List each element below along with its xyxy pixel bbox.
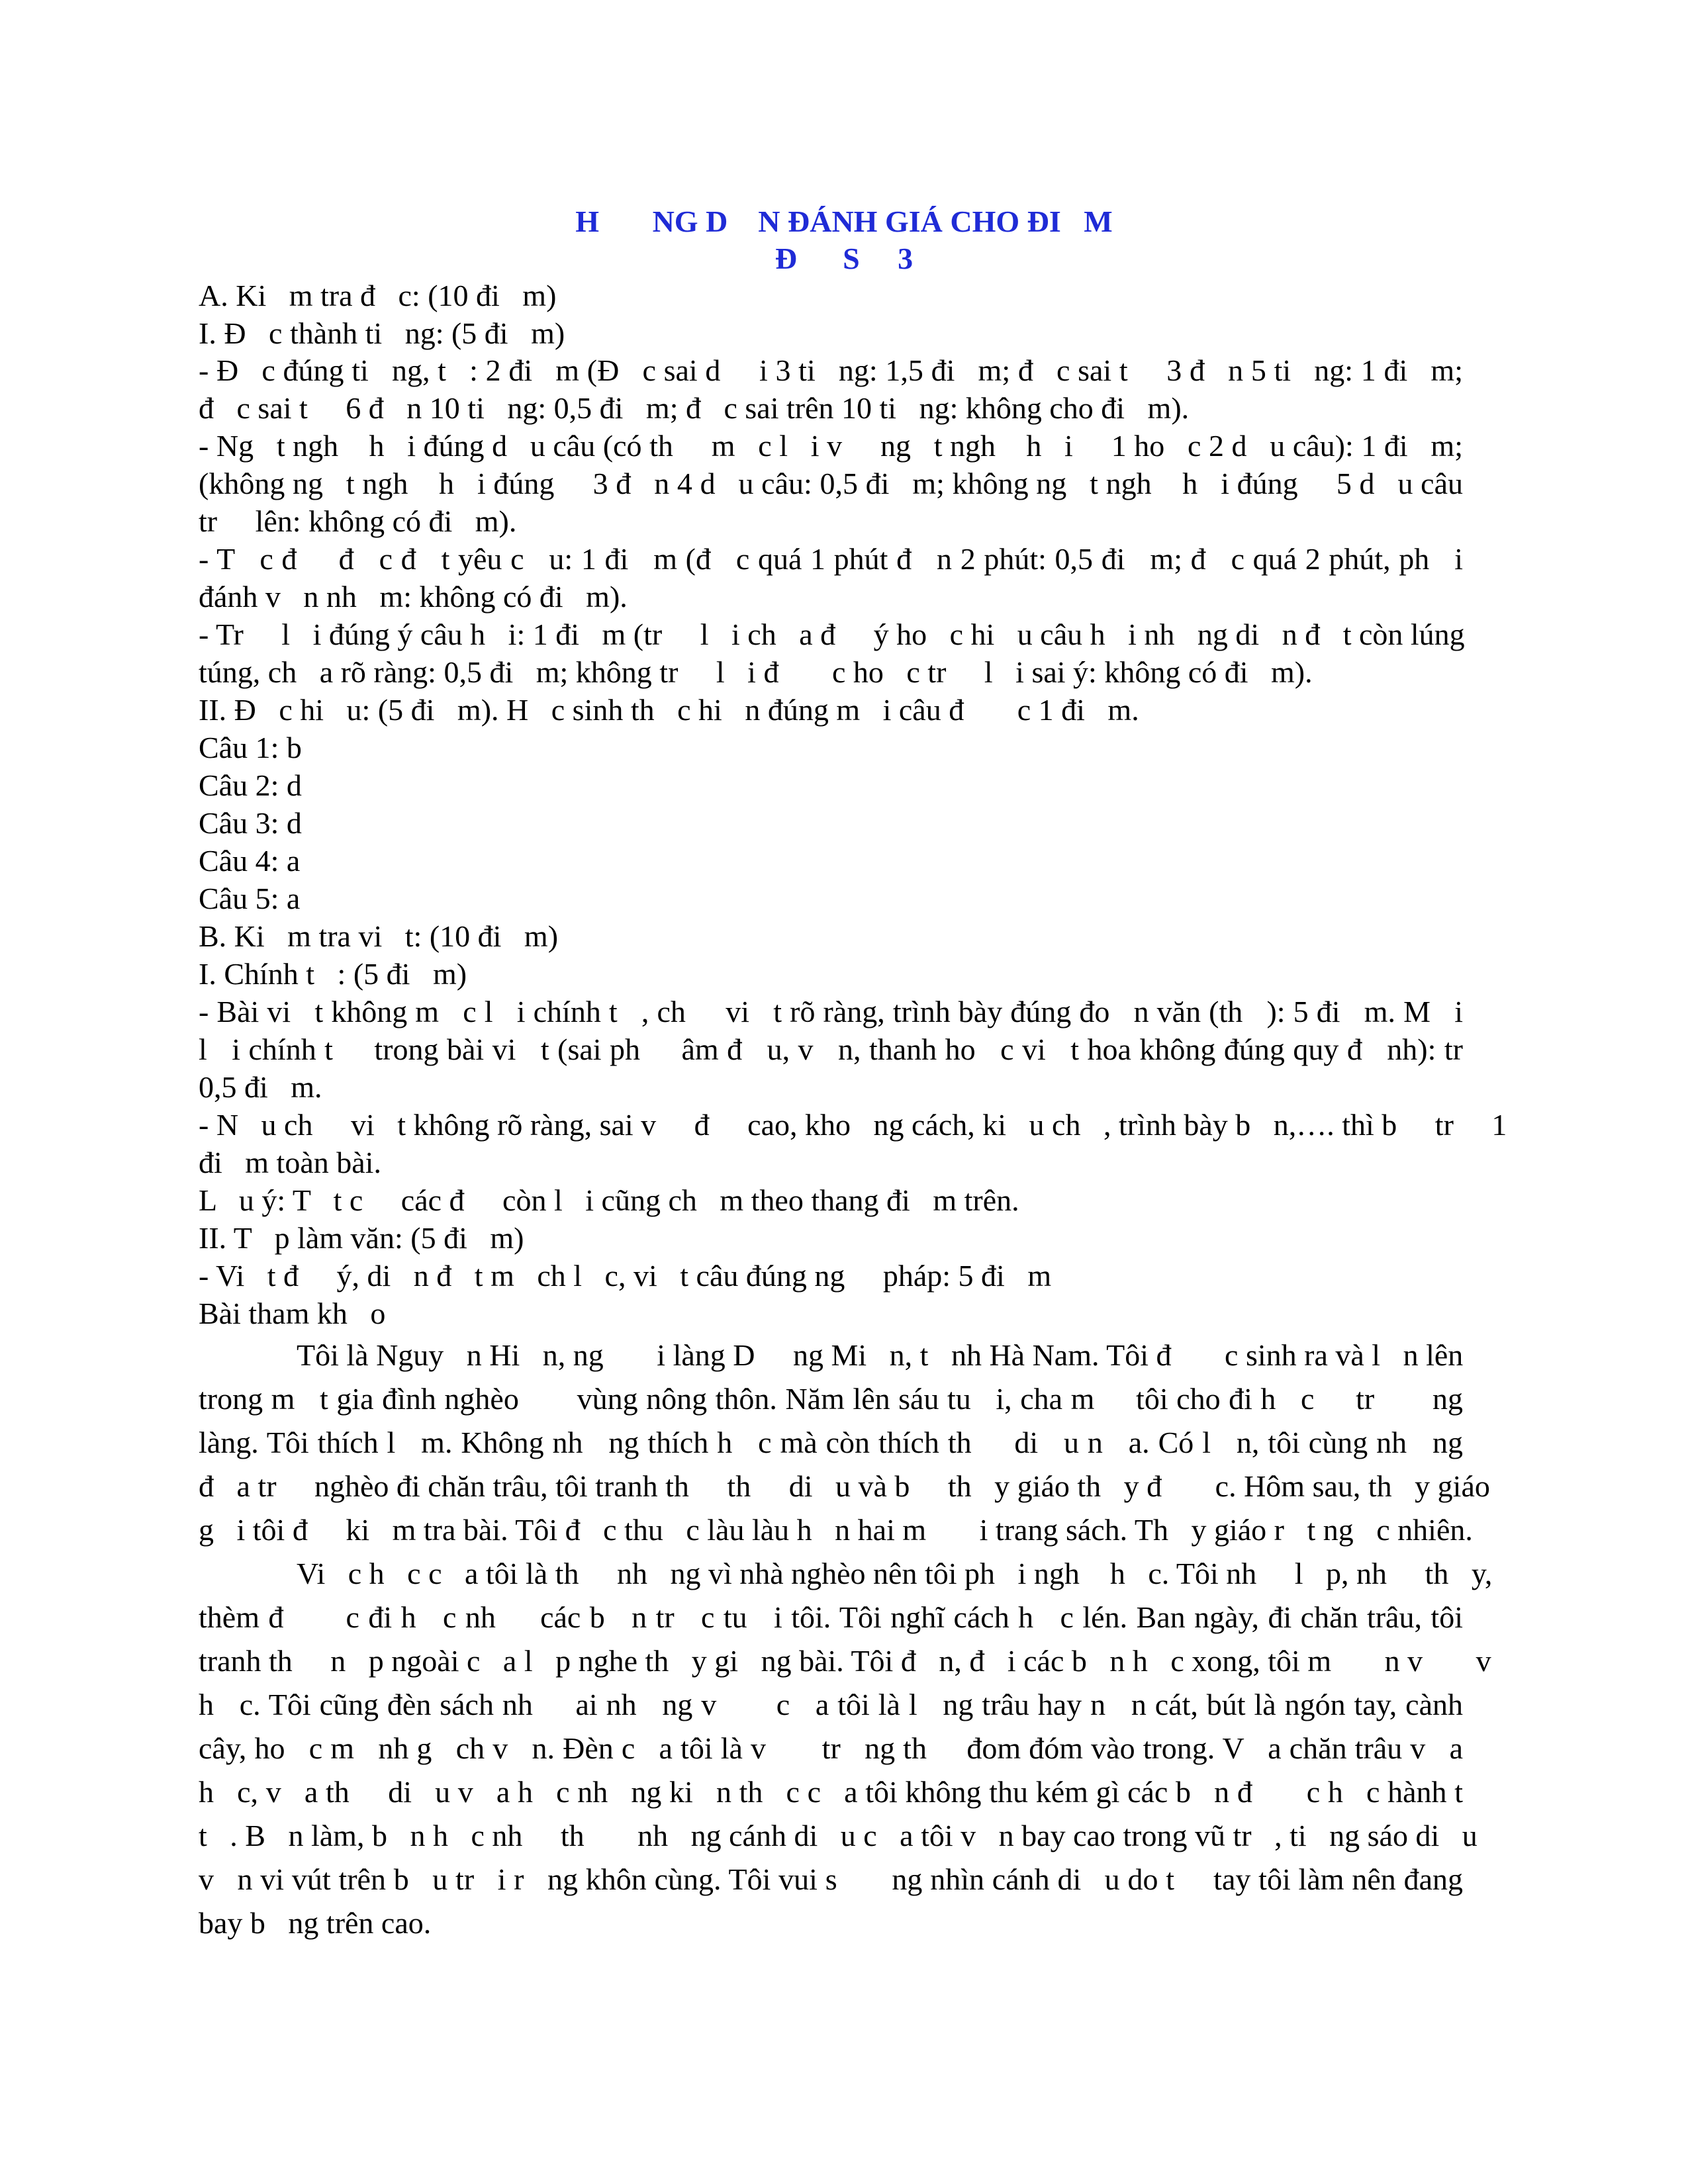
answer-item: Câu 1: b [199, 731, 302, 764]
criterion-line: - T c đ đ c đ t yêu c u: 1 đi m (đ c quá 1 phút đ n 2 phút: 0,5 đi m; đ c quá 2 phút, ph i [199, 542, 1463, 576]
essay-paragraph-line: bay b ng trên cao. [199, 1906, 432, 1940]
essay-paragraph-line: đ a tr nghèo đi chăn trâu, tôi tranh th th di u và b th y giáo th y đ c. Hôm sau, th y giáo [199, 1469, 1490, 1503]
essay-paragraph-line: tranh th n p ngoài c a l p nghe th y gi ng bài. Tôi đ n, đ i các b n h c xong, tôi m n v v [199, 1644, 1491, 1678]
criterion-line: túng, ch a rõ ràng: 0,5 đi m; không tr l i đ c ho c tr l i sai ý: không có đi m). [199, 655, 1313, 689]
criterion-line: - Bài vi t không m c l i chính t , ch vi t rõ ràng, trình bày đúng đo n văn (th ): 5 đi m. M i [199, 995, 1463, 1028]
section-heading-writing-test: B. Ki m tra vi t: (10 đi m) [199, 919, 559, 953]
criterion-line: đánh v n nh m: không có đi m). [199, 580, 628, 614]
subsection-heading-spelling: I. Chính t : (5 đi m) [199, 957, 467, 991]
criterion-line: - N u ch vi t không rõ ràng, sai v đ cao, kho ng cách, ki u ch , trình bày b n,…. thì b tr 1 [199, 1108, 1507, 1142]
essay-paragraph-line: Vi c h c c a tôi là th nh ng vì nhà nghèo nên tôi ph i ngh h c. Tôi nh l p, nh th y, [297, 1557, 1493, 1590]
answer-item: Câu 5: a [199, 882, 301, 915]
subsection-heading-composition: II. T p làm văn: (5 đi m) [199, 1221, 524, 1255]
essay-paragraph-line: làng. Tôi thích l m. Không nh ng thích h c mà còn thích th di u n a. Có l n, tôi cùng nh ng [199, 1426, 1463, 1459]
reference-essay-heading: Bài tham kh o [199, 1297, 386, 1330]
essay-paragraph-line: h c. Tôi cũng đèn sách nh ai nh ng v c a tôi là l ng trâu hay n n cát, bút là ngón tay, cành [199, 1688, 1463, 1721]
essay-paragraph-line: thèm đ c đi h c nh các b n tr c tu i tôi. Tôi nghĩ cách h c lén. Ban ngày, đi chăn trâu, tôi [199, 1600, 1463, 1634]
essay-paragraph-line: Tôi là Nguy n Hi n, ng i làng D ng Mi n, t nh Hà Nam. Tôi đ c sinh ra và l n lên [297, 1338, 1464, 1372]
criterion-line: đ c sai t 6 đ n 10 ti ng: 0,5 đi m; đ c sai trên 10 ti ng: không cho đi m). [199, 391, 1190, 425]
answer-item: Câu 2: d [199, 768, 302, 802]
note-line: L u ý: T t c các đ còn l i cũng ch m theo thang đi m trên. [199, 1183, 1019, 1217]
document-title: H NG D N ĐÁNH GIÁ CHO ĐI M [575, 205, 1113, 238]
essay-paragraph-line: g i tôi đ ki m tra bài. Tôi đ c thu c làu làu h n hai m i trang sách. Th y giáo r t ng c nhiên. [199, 1513, 1473, 1547]
criterion-line: 0,5 đi m. [199, 1070, 322, 1104]
essay-paragraph-line: trong m t gia đình nghèo vùng nông thôn. Năm lên sáu tu i, cha m tôi cho đi h c tr ng [199, 1382, 1463, 1416]
section-heading-reading-test: A. Ki m tra đ c: (10 đi m) [199, 279, 557, 312]
subsection-heading-comprehension: II. Đ c hi u: (5 đi m). H c sinh th c hi n đúng m i câu đ c 1 đi m. [199, 693, 1139, 727]
subsection-heading-read-aloud: I. Đ c thành ti ng: (5 đi m) [199, 316, 565, 350]
criterion-line: - Ng t ngh h i đúng d u câu (có th m c l i v ng t ngh h i 1 ho c 2 d u câu): 1 đi m; [199, 429, 1463, 463]
essay-paragraph-line: h c, v a th di u v a h c nh ng ki n th c c a tôi không thu kém gì các b n đ c h c hành t [199, 1775, 1463, 1809]
criterion-line: - Tr l i đúng ý câu h i: 1 đi m (tr l i ch a đ ý ho c hi u câu h i nh ng di n đ t còn lúng [199, 617, 1465, 651]
essay-paragraph-line: cây, ho c m nh g ch v n. Đèn c a tôi là v tr ng th đom đóm vào trong. V a chăn trâu v a [199, 1731, 1463, 1765]
answer-item: Câu 4: a [199, 844, 301, 878]
criterion-line: đi m toàn bài. [199, 1146, 381, 1179]
essay-paragraph-line: t . B n làm, b n h c nh th nh ng cánh di u c a tôi v n bay cao trong vũ tr , ti ng sáo di u [199, 1819, 1477, 1852]
criterion-line: l i chính t trong bài vi t (sai ph âm đ u, v n, thanh ho c vi t hoa không đúng quy đ nh): tr [199, 1032, 1463, 1066]
criterion-line: tr lên: không có đi m). [199, 504, 517, 538]
document-subtitle: Đ S 3 [774, 242, 914, 275]
criterion-line: - Đ c đúng ti ng, t : 2 đi m (Đ c sai d i 3 ti ng: 1,5 đi m; đ c sai t 3 đ n 5 ti ng: 1 đi m; [199, 353, 1463, 387]
criterion-line: - Vi t đ ý, di n đ t m ch l c, vi t câu đúng ng pháp: 5 đi m [199, 1259, 1052, 1293]
criterion-line: (không ng t ngh h i đúng 3 đ n 4 d u câu: 0,5 đi m; không ng t ngh h i đúng 5 d u câu [199, 467, 1463, 500]
essay-paragraph-line: v n vi vút trên b u tr i r ng khôn cùng. Tôi vui s ng nhìn cánh di u do t tay tôi làm nên đang [199, 1862, 1463, 1896]
answer-item: Câu 3: d [199, 806, 302, 840]
